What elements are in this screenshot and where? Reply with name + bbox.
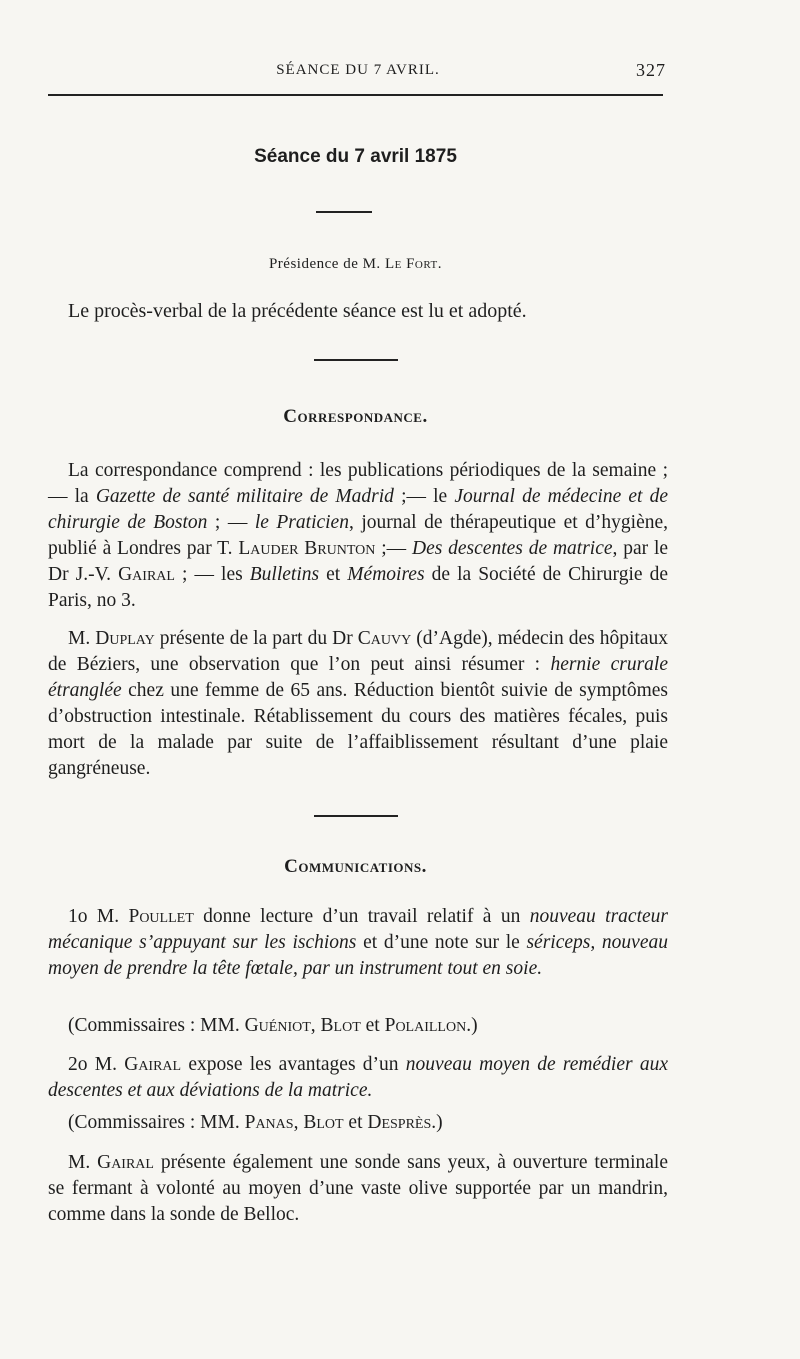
smallcaps-run: Blot bbox=[320, 1015, 361, 1036]
italic-run: sériceps, nouveau moyen de prendre la tête fœtale, par un instrument tout en soie. bbox=[48, 932, 668, 979]
text-run: expose les avantages d’un bbox=[181, 1054, 406, 1075]
text-run: M. bbox=[68, 628, 96, 649]
text-run: et d’une note sur le bbox=[356, 932, 527, 953]
italic-run: le Praticien bbox=[254, 512, 349, 533]
smallcaps-run: Blot bbox=[303, 1112, 344, 1133]
text-run: et bbox=[319, 564, 348, 585]
correspondance-paragraph-1 bbox=[48, 458, 668, 614]
italic-run: Journal de médecine et de chirurgie de Boston bbox=[48, 486, 668, 533]
smallcaps-run: Panas bbox=[244, 1112, 294, 1133]
text-run: (Commissaires : MM. bbox=[68, 1112, 245, 1133]
section-heading-communications: Communications. bbox=[284, 856, 427, 877]
communication-1 bbox=[48, 904, 668, 982]
italic-run: hernie crurale étranglée bbox=[48, 654, 668, 701]
smallcaps-run: Guéniot bbox=[244, 1015, 311, 1036]
separator bbox=[316, 211, 372, 213]
correspondance-paragraph-2 bbox=[48, 626, 668, 782]
intro-paragraph: Le procès-verbal de la précédente séance est lu et adopté. bbox=[68, 300, 527, 322]
smallcaps-run: Duplay bbox=[95, 628, 155, 649]
text-run: La correspondance comprend : les publications périodiques de la semaine ;— la bbox=[48, 460, 668, 507]
text-run: présente de la part du Dr bbox=[154, 628, 358, 649]
text-run: (Commissaires : MM. bbox=[68, 1015, 245, 1036]
commissaires-2 bbox=[48, 1110, 668, 1136]
separator bbox=[314, 815, 398, 817]
header-rule bbox=[48, 94, 663, 96]
president-name: Le Fort. bbox=[384, 256, 443, 272]
text-run: chez une femme de 65 ans. Réduction bientôt suivie de symptômes d’obstruction intestinale. Rétablissement du cours des matières fécales, puis mort de la malade par suite de l’affaiblissement résultant d’une plaie gangréneuse. bbox=[48, 680, 668, 779]
session-title: Séance du 7 avril 1875 bbox=[254, 146, 457, 167]
smallcaps-run: Poullet bbox=[128, 906, 194, 927]
communication-3 bbox=[48, 1150, 668, 1228]
smallcaps-run: Desprès bbox=[367, 1112, 432, 1133]
text-run: , bbox=[310, 1015, 321, 1036]
communication-2 bbox=[48, 1052, 668, 1104]
italic-run: Gazette de santé militaire de Madrid bbox=[95, 486, 394, 507]
text-run: et bbox=[343, 1112, 368, 1133]
smallcaps-run: Polaillon bbox=[384, 1015, 467, 1036]
smallcaps-run: Lauder Brunton bbox=[238, 538, 376, 559]
page-number: 327 bbox=[636, 60, 666, 80]
smallcaps-run: Gairal bbox=[124, 1054, 182, 1075]
text-run: .) bbox=[466, 1015, 478, 1036]
smallcaps-run: Cauvy bbox=[357, 628, 412, 649]
text-run: et bbox=[360, 1015, 385, 1036]
italic-run: nouveau tracteur mécanique s’appuyant sur les ischions bbox=[48, 906, 668, 953]
text-run: ;— le bbox=[393, 486, 455, 507]
italic-run: Bulletins bbox=[249, 564, 320, 585]
text-run: 1o M. bbox=[68, 906, 129, 927]
text-run: (d’Agde), médecin des hôpitaux de Béziers, une observation que l’on peut ainsi résumer : bbox=[48, 628, 668, 675]
smallcaps-run: Gairal bbox=[118, 564, 175, 585]
running-title: SÉANCE DU 7 AVRIL. bbox=[276, 62, 440, 78]
presidence-label: Présidence de M. bbox=[268, 256, 381, 272]
italic-run: nouveau moyen de remédier aux descentes et aux déviations de la matrice. bbox=[48, 1054, 668, 1101]
text-run: ; — bbox=[207, 512, 255, 533]
text-run: présente également une sonde sans yeux, à ouverture terminale se fermant à volonté au moyen d’une vaste olive supportée par un mandrin, comme dans la sonde de Belloc. bbox=[48, 1152, 668, 1225]
text-run: 2o M. bbox=[68, 1054, 125, 1075]
text-run: , bbox=[293, 1112, 304, 1133]
section-heading-correspondance: Correspondance. bbox=[283, 406, 428, 427]
text-run: ; — les bbox=[174, 564, 250, 585]
smallcaps-run: Gairal bbox=[97, 1152, 154, 1173]
text-run: .) bbox=[431, 1112, 443, 1133]
italic-run: Des descentes de matrice bbox=[412, 538, 613, 559]
text-run: M. bbox=[68, 1152, 98, 1173]
page-header bbox=[48, 56, 668, 86]
commissaires-1 bbox=[48, 1013, 668, 1039]
text-run: donne lecture d’un travail relatif à un bbox=[193, 906, 530, 927]
italic-run: Mémoires bbox=[347, 564, 425, 585]
separator bbox=[314, 359, 398, 361]
text-run: ;— bbox=[375, 538, 412, 559]
text-run: de la Société de Chirurgie de Paris, no 3. bbox=[48, 564, 668, 611]
presidence-line bbox=[48, 256, 663, 273]
text-run: , par le Dr J.-V. bbox=[48, 538, 669, 585]
text-run: , journal de thérapeutique et d’hygiène, publié à Londres par T. bbox=[48, 512, 668, 559]
